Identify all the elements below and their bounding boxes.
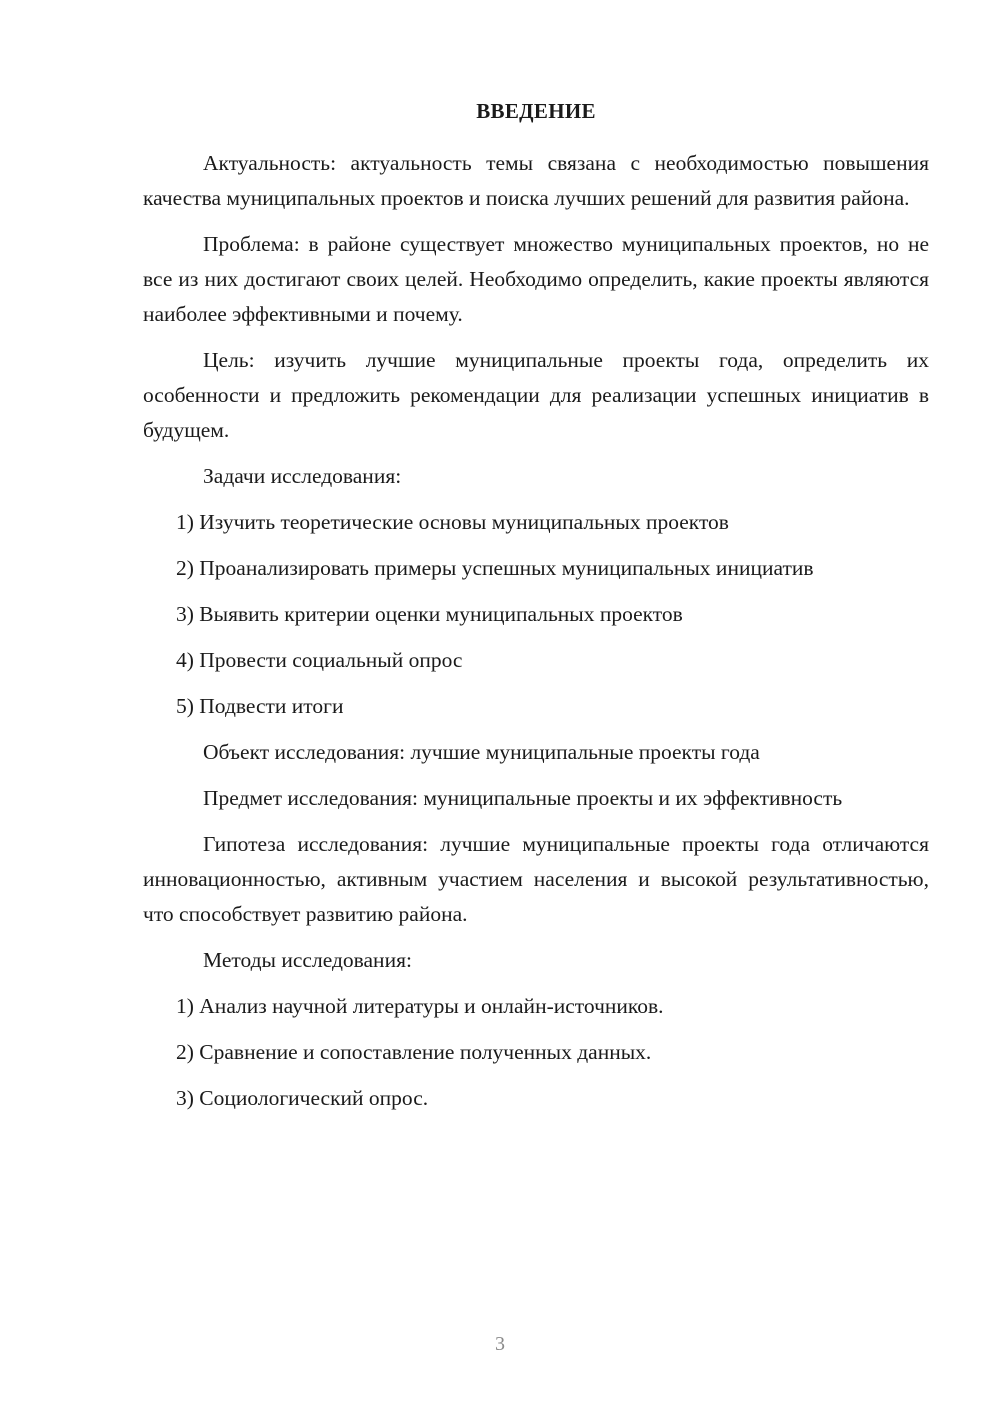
task-item: 1) Изучить теоретические основы муниципальных проектов [176, 510, 729, 534]
tasks-heading: Задачи исследования: [203, 464, 402, 488]
page-content [143, 96, 929, 1127]
method-item: 2) Сравнение и сопоставление полученных данных. [176, 1040, 652, 1064]
relevance-paragraph: Актуальность: актуальность темы связана с необходимостью повышения качества муниципальных проектов и поиска лучших решений для развития района. [143, 151, 929, 210]
task-item: 5) Подвести итоги [176, 694, 344, 718]
method-item: 1) Анализ научной литературы и онлайн-источников. [176, 994, 664, 1018]
subject-paragraph: Предмет исследования: муниципальные проекты и их эффективность [203, 786, 843, 810]
object-paragraph: Объект исследования: лучшие муниципальные проекты года [203, 740, 760, 764]
section-title: ВВЕДЕНИЕ [476, 99, 596, 123]
task-item: 2) Проанализировать примеры успешных муниципальных инициатив [176, 556, 814, 580]
goal-paragraph: Цель: изучить лучшие муниципальные проекты года, определить их особенности и предложить рекомендации для реализации успешных инициатив в будущем. [143, 348, 929, 442]
page-number: 3 [495, 1333, 505, 1355]
method-item: 3) Социологический опрос. [176, 1086, 429, 1110]
hypothesis-paragraph: Гипотеза исследования: лучшие муниципальные проекты года отличаются инновационностью, активным участием населения и высокой результативностью, что способствует развитию района. [143, 832, 929, 926]
task-item: 4) Провести социальный опрос [176, 648, 463, 672]
methods-heading: Методы исследования: [203, 948, 412, 972]
task-item: 3) Выявить критерии оценки муниципальных проектов [176, 602, 683, 626]
problem-paragraph: Проблема: в районе существует множество муниципальных проектов, но не все из них достигают своих целей. Необходимо определить, какие проекты являются наиболее эффективными и почему. [143, 232, 929, 326]
